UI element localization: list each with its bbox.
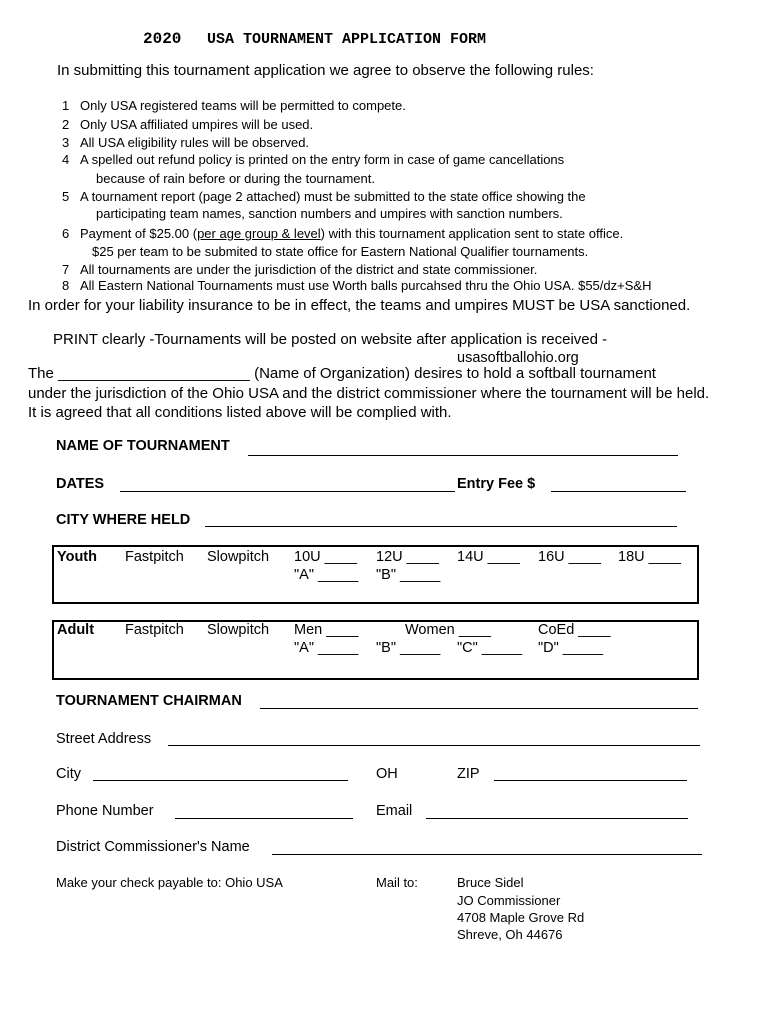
rule-text-underlined: per age group & level (197, 226, 321, 241)
adult-coed[interactable]: CoEd ____ (538, 622, 611, 638)
rule-number: 8 (62, 278, 70, 293)
adult-label: Adult (57, 622, 95, 638)
rule-text-continued: participating team names, sanction numbers and umpires with sanction numbers. (96, 206, 563, 221)
rule-number: 4 (62, 152, 70, 167)
adult-class-b[interactable]: "B" _____ (376, 640, 441, 656)
mail-address-line: JO Commissioner (457, 893, 561, 908)
adult-slowpitch[interactable]: Slowpitch (207, 622, 270, 638)
adult-class-c[interactable]: "C" _____ (457, 640, 523, 656)
zip-label: ZIP (457, 766, 480, 782)
youth-age-14u[interactable]: 14U ____ (457, 549, 520, 565)
agreement-line-1 (28, 365, 656, 382)
form-year: 2020 (143, 30, 182, 48)
rule-text-continued: because of rain before or during the tournament. (96, 171, 375, 186)
phone-field[interactable] (175, 818, 353, 819)
youth-age-10u[interactable]: 10U ____ (294, 549, 357, 565)
chairman-field[interactable] (260, 708, 698, 709)
rule-number: 1 (62, 98, 70, 113)
agreement-text: (Name of Organization) desires to hold a softball tournament (254, 365, 656, 382)
website-text: usasoftballohio.org (457, 350, 579, 366)
zip-field[interactable] (494, 780, 687, 781)
rule-text-part: ) with this tournament application sent to state office. (320, 226, 624, 241)
chairman-heading: TOURNAMENT CHAIRMAN (56, 693, 242, 709)
entry-fee-label: Entry Fee $ (457, 476, 536, 492)
agreement-line-2: under the jurisdiction of the Ohio USA and the district commissioner where the tournament will be held. (28, 385, 710, 402)
city-held-label: CITY WHERE HELD (56, 512, 191, 528)
district-commissioner-field[interactable] (272, 854, 702, 855)
agreement-the: The (28, 365, 54, 382)
street-address-field[interactable] (168, 745, 700, 746)
entry-fee-field[interactable] (551, 491, 686, 492)
rule-number: 2 (62, 117, 70, 132)
rule-number: 7 (62, 262, 70, 277)
agreement-line-3: It is agreed that all conditions listed above will be complied with. (28, 404, 452, 421)
adult-women[interactable]: Women ____ (405, 622, 491, 638)
check-payable-text: Make your check payable to: Ohio USA (56, 875, 283, 890)
mail-to-label: Mail to: (376, 875, 418, 890)
dates-field[interactable] (120, 491, 455, 492)
email-field[interactable] (426, 818, 688, 819)
rule-text: Only USA affiliated umpires will be used. (80, 117, 314, 132)
rule-text: Only USA registered teams will be permitted to compete. (80, 98, 406, 113)
mail-address-line: Shreve, Oh 44676 (457, 927, 563, 942)
adult-men[interactable]: Men ____ (294, 622, 359, 638)
district-commissioner-label: District Commissioner's Name (56, 839, 250, 855)
adult-fastpitch[interactable]: Fastpitch (125, 622, 184, 638)
intro-text: In submitting this tournament application we agree to observe the following rules: (57, 62, 594, 79)
youth-slowpitch[interactable]: Slowpitch (207, 549, 270, 565)
youth-age-16u[interactable]: 16U ____ (538, 549, 601, 565)
tournament-name-label: NAME OF TOURNAMENT (56, 438, 230, 454)
rule-text-part: Payment of $25.00 ( (80, 226, 198, 241)
rule-text: All tournaments are under the jurisdiction of the district and state commissioner. (80, 262, 538, 277)
youth-fastpitch[interactable]: Fastpitch (125, 549, 184, 565)
city-label: City (56, 766, 81, 782)
mail-address-line: Bruce Sidel (457, 875, 524, 890)
rule-text (80, 226, 623, 241)
rule-text: All USA eligibility rules will be observed. (80, 135, 310, 150)
phone-label: Phone Number (56, 803, 154, 819)
rule-text: A tournament report (page 2 attached) must be submitted to the state office showing the (80, 189, 586, 204)
rule-text: A spelled out refund policy is printed on the entry form in case of game cancellations (80, 152, 565, 167)
rule-number: 6 (62, 226, 70, 241)
liability-statement: In order for your liability insurance to be in effect, the teams and umpires MUST be USA sanctioned. (28, 297, 691, 314)
mail-address-line: 4708 Maple Grove Rd (457, 910, 585, 925)
rule-number: 5 (62, 189, 70, 204)
state-label: OH (376, 766, 398, 782)
youth-class-a[interactable]: "A" _____ (294, 567, 359, 583)
street-address-label: Street Address (56, 731, 152, 747)
email-label: Email (376, 803, 413, 819)
youth-age-12u[interactable]: 12U ____ (376, 549, 439, 565)
youth-class-b[interactable]: "B" _____ (376, 567, 441, 583)
adult-class-a[interactable]: "A" _____ (294, 640, 359, 656)
rule-text: All Eastern National Tournaments must use Worth balls purcahsed thru the Ohio USA. $55/dz+S&H (80, 278, 652, 293)
form-title: USA TOURNAMENT APPLICATION FORM (207, 31, 487, 48)
organization-blank[interactable]: _______________________ (58, 365, 250, 382)
city-held-field[interactable] (205, 526, 677, 527)
rule-text-continued: $25 per team to be submited to state office for Eastern National Qualifier tournaments. (92, 244, 589, 259)
print-note: PRINT clearly -Tournaments will be posted on website after application is received - (53, 331, 608, 348)
adult-class-d[interactable]: "D" _____ (538, 640, 604, 656)
youth-label: Youth (57, 549, 97, 565)
youth-age-18u[interactable]: 18U ____ (618, 549, 681, 565)
tournament-name-field[interactable] (248, 455, 678, 456)
dates-label: DATES (56, 476, 105, 492)
rule-number: 3 (62, 135, 70, 150)
city-field[interactable] (93, 780, 348, 781)
